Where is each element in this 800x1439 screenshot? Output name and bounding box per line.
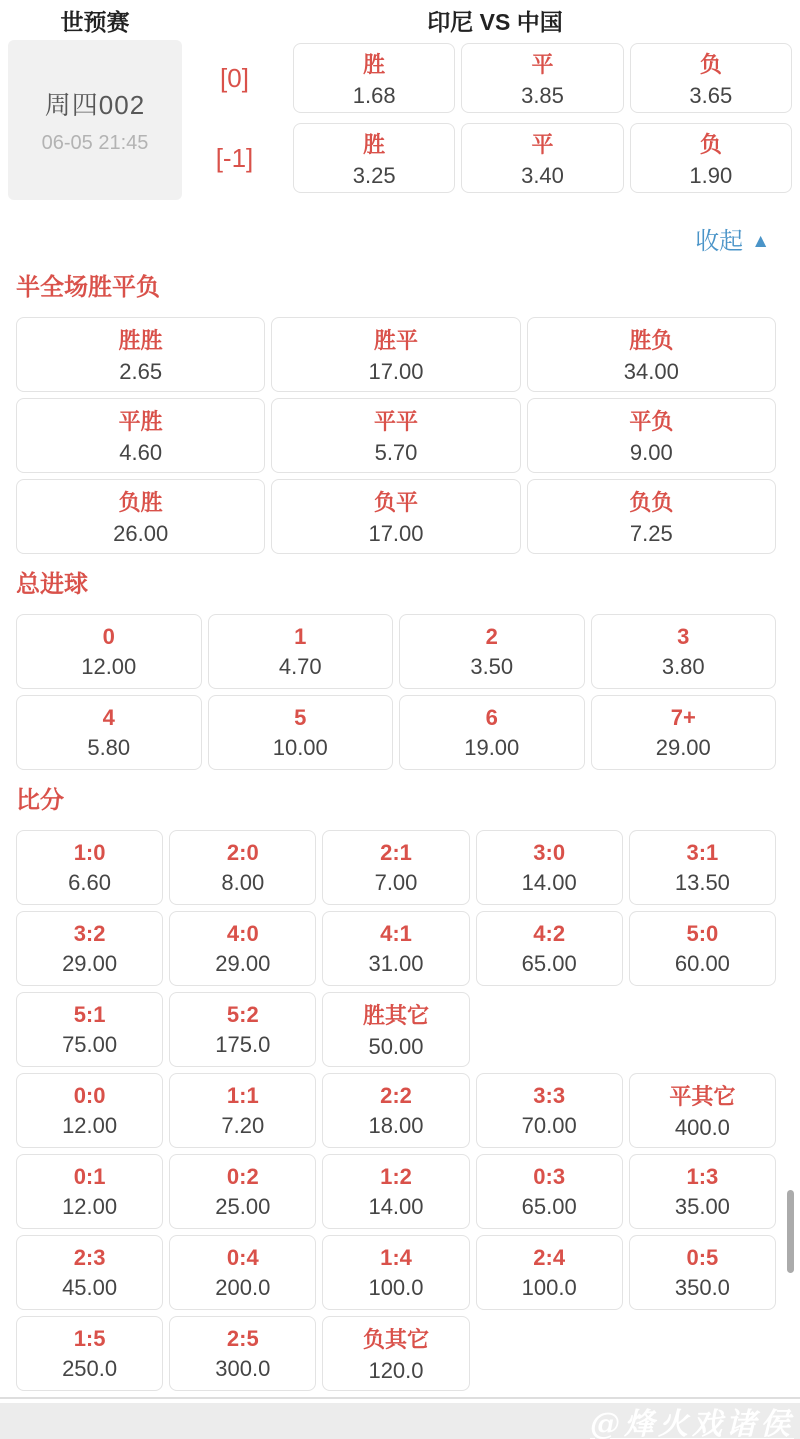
odds-cell-label: 4 — [102, 704, 115, 730]
odds-cell-value: 35.00 — [674, 1193, 730, 1219]
odds-cell[interactable] — [16, 398, 265, 473]
main-odds-block — [0, 36, 800, 200]
odds-cell[interactable] — [169, 830, 316, 905]
odds-cell-label: 5:2 — [226, 1001, 259, 1027]
odds-cell-value: 7.25 — [629, 521, 673, 546]
odds-cell[interactable] — [476, 1154, 623, 1229]
odds-cell-value: 12.00 — [62, 1193, 118, 1219]
odds-row — [16, 1073, 776, 1148]
odds-cell-value: 17.00 — [368, 359, 424, 384]
odds-cell[interactable] — [629, 830, 776, 905]
odds-cell-label: 0:3 — [533, 1163, 566, 1189]
odds-cell-value: 34.00 — [623, 359, 679, 384]
odds-cell-label: 2:3 — [73, 1244, 106, 1270]
collapse-button[interactable] — [695, 227, 770, 257]
odds-cell[interactable] — [271, 398, 520, 473]
odds-cell[interactable] — [16, 479, 265, 554]
handicap-label-minus1: [-1] — [215, 142, 254, 173]
odds-cell-value: 400.0 — [674, 1115, 730, 1140]
odds-cell-value: 1.68 — [352, 82, 396, 108]
odds-cell[interactable] — [630, 123, 792, 193]
odds-cell-label: 负 — [699, 131, 722, 157]
odds-cell[interactable] — [208, 695, 394, 770]
odds-cell-label: 胜胜 — [118, 328, 163, 353]
odds-cell-label: 3:2 — [73, 920, 106, 946]
odds-cell-label: 平胜 — [118, 409, 163, 434]
page-header — [0, 0, 800, 36]
odds-cell-label: 2:5 — [226, 1325, 259, 1351]
odds-row — [16, 1316, 776, 1391]
odds-cell-value: 3.80 — [661, 653, 705, 679]
collapse-arrow-icon: ▲ — [751, 231, 770, 252]
odds-cell[interactable] — [322, 911, 469, 986]
odds-cell-label: 2:1 — [380, 839, 412, 865]
section-title: 总进球 — [16, 571, 88, 598]
odds-cell-value: 3.25 — [352, 162, 396, 188]
match-datetime: 06-05 21:45 — [41, 132, 149, 154]
match-number: 周四002 — [44, 90, 146, 120]
odds-cell-value: 29.00 — [655, 734, 711, 760]
odds-cell-label: 1:5 — [73, 1325, 106, 1351]
odds-cell-label: 负负 — [629, 490, 674, 515]
odds-cell[interactable] — [476, 1073, 623, 1148]
odds-cell-value: 14.00 — [521, 869, 577, 895]
odds-cell-value: 65.00 — [521, 950, 577, 976]
odds-cell-value: 7.00 — [374, 869, 418, 895]
odds-cell-label: 4:2 — [533, 920, 566, 946]
odds-cell-label: 7+ — [670, 704, 696, 730]
odds-cell[interactable] — [629, 1235, 776, 1310]
odds-cell-label: 1:1 — [226, 1082, 259, 1108]
odds-cell-value: 4.70 — [278, 653, 322, 679]
odds-row — [16, 1235, 776, 1310]
odds-cell-value: 25.00 — [215, 1193, 271, 1219]
odds-cell-label: 0:2 — [226, 1163, 259, 1189]
odds-row — [16, 992, 776, 1067]
odds-row — [16, 695, 776, 770]
odds-cell[interactable] — [16, 1154, 163, 1229]
odds-cell[interactable] — [169, 911, 316, 986]
odds-cell-value: 70.00 — [521, 1112, 577, 1138]
odds-row — [16, 830, 776, 905]
odds-cell[interactable] — [399, 695, 585, 770]
league-label: 世预赛 — [60, 8, 130, 35]
odds-section — [16, 786, 776, 1391]
odds-section — [16, 273, 776, 554]
collapse-row — [0, 227, 770, 257]
odds-cell-label: 胜 — [363, 131, 386, 157]
odds-cell[interactable] — [322, 1073, 469, 1148]
odds-cell-value: 175.0 — [215, 1031, 271, 1057]
odds-cell-label: 6 — [485, 704, 498, 730]
handicap-label-0: [0] — [220, 62, 249, 93]
odds-cell-value: 3.65 — [689, 82, 733, 108]
odds-cell-label: 3:3 — [533, 1082, 566, 1108]
odds-cell[interactable] — [271, 479, 520, 554]
odds-row — [16, 317, 776, 392]
odds-row — [16, 614, 776, 689]
footer-bar — [0, 1403, 800, 1439]
odds-cell-value: 18.00 — [368, 1112, 424, 1138]
odds-cell-label: 3:0 — [533, 839, 566, 865]
odds-cell-value: 6.60 — [68, 869, 111, 895]
odds-cell[interactable] — [169, 992, 316, 1067]
odds-cell[interactable] — [461, 43, 623, 113]
odds-cell[interactable] — [527, 317, 776, 392]
odds-cell-value: 300.0 — [215, 1355, 271, 1381]
odds-cell-value: 5.80 — [87, 734, 131, 760]
odds-cell-value: 100.0 — [368, 1274, 424, 1300]
odds-cell[interactable] — [630, 43, 792, 113]
odds-cell[interactable] — [629, 911, 776, 986]
odds-cell[interactable] — [16, 830, 163, 905]
odds-cell-label: 3:1 — [686, 839, 719, 865]
odds-cell[interactable] — [16, 992, 163, 1067]
odds-cell-value: 17.00 — [368, 521, 424, 546]
odds-cell[interactable] — [16, 317, 265, 392]
odds-cell-value: 12.00 — [81, 653, 137, 679]
odds-cell-value: 200.0 — [215, 1274, 271, 1300]
odds-cell-value: 29.00 — [62, 950, 118, 976]
odds-cell-label: 负胜 — [118, 490, 163, 515]
odds-sections — [0, 273, 800, 1391]
odds-cell[interactable] — [322, 1235, 469, 1310]
odds-cell-label: 0:5 — [686, 1244, 719, 1270]
odds-cell-label: 5:1 — [73, 1001, 106, 1027]
odds-cell-label: 平 — [531, 51, 554, 77]
odds-cell[interactable] — [16, 1235, 163, 1310]
odds-cell-label: 4:1 — [380, 920, 412, 946]
odds-cell[interactable] — [16, 911, 163, 986]
odds-cell-value: 5.70 — [374, 440, 418, 465]
collapse-label: 收起 — [695, 228, 744, 255]
odds-cell[interactable] — [169, 1154, 316, 1229]
odds-cell-value: 8.00 — [221, 869, 265, 895]
odds-cell[interactable] — [169, 1073, 316, 1148]
odds-cell-label: 0:0 — [73, 1082, 106, 1108]
odds-row — [16, 479, 776, 554]
odds-cell-value: 45.00 — [62, 1274, 118, 1300]
odds-cell[interactable] — [476, 1235, 623, 1310]
odds-cell-value: 4.60 — [119, 440, 163, 465]
odds-cell-label: 平平 — [373, 409, 418, 434]
odds-cell-label: 0:4 — [226, 1244, 259, 1270]
odds-cell-label: 1:4 — [380, 1244, 412, 1270]
section-rows — [16, 614, 776, 770]
odds-cell[interactable] — [322, 830, 469, 905]
odds-cell-value: 2.65 — [119, 359, 163, 384]
odds-cell-value: 10.00 — [272, 734, 328, 760]
odds-cell-value: 350.0 — [674, 1274, 730, 1300]
odds-cell[interactable] — [16, 695, 202, 770]
odds-cell-value: 19.00 — [464, 734, 520, 760]
odds-cell-label: 负平 — [373, 490, 418, 515]
odds-cell[interactable] — [271, 317, 520, 392]
odds-cell-value: 1.90 — [689, 162, 733, 188]
odds-cell[interactable] — [322, 992, 469, 1067]
odds-cell-value: 3.85 — [521, 82, 564, 108]
odds-cell[interactable] — [527, 479, 776, 554]
odds-cell-label: 1:2 — [380, 1163, 412, 1189]
odds-cell-value: 13.50 — [674, 869, 730, 895]
odds-cell[interactable] — [322, 1316, 469, 1391]
odds-section — [16, 570, 776, 770]
odds-cell-value: 31.00 — [368, 950, 424, 976]
odds-row — [16, 398, 776, 473]
odds-cell[interactable] — [399, 614, 585, 689]
section-rows — [16, 830, 776, 1391]
odds-cell-value: 12.00 — [62, 1112, 118, 1138]
odds-cell-label: 1:0 — [73, 839, 106, 865]
odds-cell-value: 250.0 — [62, 1355, 118, 1381]
odds-cell-label: 2:0 — [226, 839, 259, 865]
odds-cell-label: 1 — [294, 623, 307, 649]
odds-cell-value: 50.00 — [368, 1034, 424, 1059]
odds-cell-label: 胜平 — [373, 328, 418, 353]
odds-cell[interactable] — [322, 1154, 469, 1229]
odds-cell-value: 14.00 — [368, 1193, 424, 1219]
odds-cell[interactable] — [169, 1235, 316, 1310]
odds-cell-label: 3 — [677, 623, 690, 649]
odds-cell[interactable] — [293, 43, 455, 113]
section-title: 半全场胜平负 — [16, 274, 160, 301]
odds-cell-value: 3.50 — [470, 653, 514, 679]
scrollbar-thumb[interactable] — [787, 1190, 794, 1273]
odds-cell-label: 0:1 — [73, 1163, 106, 1189]
odds-cell[interactable] — [591, 695, 777, 770]
odds-cell-label: 负其它 — [362, 1327, 429, 1352]
match-info-card — [8, 40, 182, 200]
odds-cell-label: 胜其它 — [362, 1003, 429, 1028]
odds-cell-value: 7.20 — [221, 1112, 265, 1138]
odds-cell-value: 75.00 — [62, 1031, 118, 1057]
odds-cell[interactable] — [527, 398, 776, 473]
odds-cell-label: 平其它 — [669, 1084, 736, 1109]
odds-row — [16, 911, 776, 986]
odds-cell[interactable] — [169, 1316, 316, 1391]
handicap-odds-grid — [182, 43, 792, 200]
odds-cell-label: 0 — [102, 623, 115, 649]
odds-cell-label: 平负 — [629, 409, 674, 434]
odds-cell-label: 5:0 — [686, 920, 719, 946]
odds-cell-label: 胜负 — [629, 328, 674, 353]
odds-cell-value: 29.00 — [215, 950, 271, 976]
odds-cell-label: 平 — [531, 131, 554, 157]
odds-cell[interactable] — [16, 614, 202, 689]
odds-cell-value: 60.00 — [674, 950, 730, 976]
odds-cell[interactable] — [591, 614, 777, 689]
odds-cell-value: 26.00 — [113, 521, 169, 546]
watermark-text: @烽火戏诸侯 — [590, 1407, 794, 1439]
odds-cell-label: 胜 — [363, 51, 386, 77]
odds-cell[interactable] — [16, 1316, 163, 1391]
odds-cell[interactable] — [16, 1073, 163, 1148]
odds-cell[interactable] — [476, 911, 623, 986]
odds-cell-label: 2:2 — [380, 1082, 412, 1108]
odds-cell-label: 2:4 — [533, 1244, 566, 1270]
match-title: 印尼 VS 中国 — [427, 8, 563, 35]
odds-cell-label: 2 — [485, 623, 498, 649]
odds-cell-label: 负 — [699, 51, 722, 77]
odds-cell-value: 120.0 — [368, 1358, 424, 1383]
odds-cell[interactable] — [208, 614, 394, 689]
section-rows — [16, 317, 776, 554]
odds-cell-value: 9.00 — [629, 440, 673, 465]
odds-cell-value: 100.0 — [521, 1274, 577, 1300]
odds-cell-label: 1:3 — [686, 1163, 719, 1189]
odds-cell[interactable] — [629, 1154, 776, 1229]
odds-cell-label: 4:0 — [226, 920, 259, 946]
odds-cell[interactable] — [476, 830, 623, 905]
section-title: 比分 — [16, 787, 64, 814]
odds-row — [16, 1154, 776, 1229]
odds-cell-value: 3.40 — [521, 162, 564, 188]
odds-cell[interactable] — [461, 123, 623, 193]
odds-cell[interactable] — [293, 123, 455, 193]
odds-cell-value: 65.00 — [521, 1193, 577, 1219]
odds-cell[interactable] — [629, 1073, 776, 1148]
odds-cell-label: 5 — [294, 704, 307, 730]
